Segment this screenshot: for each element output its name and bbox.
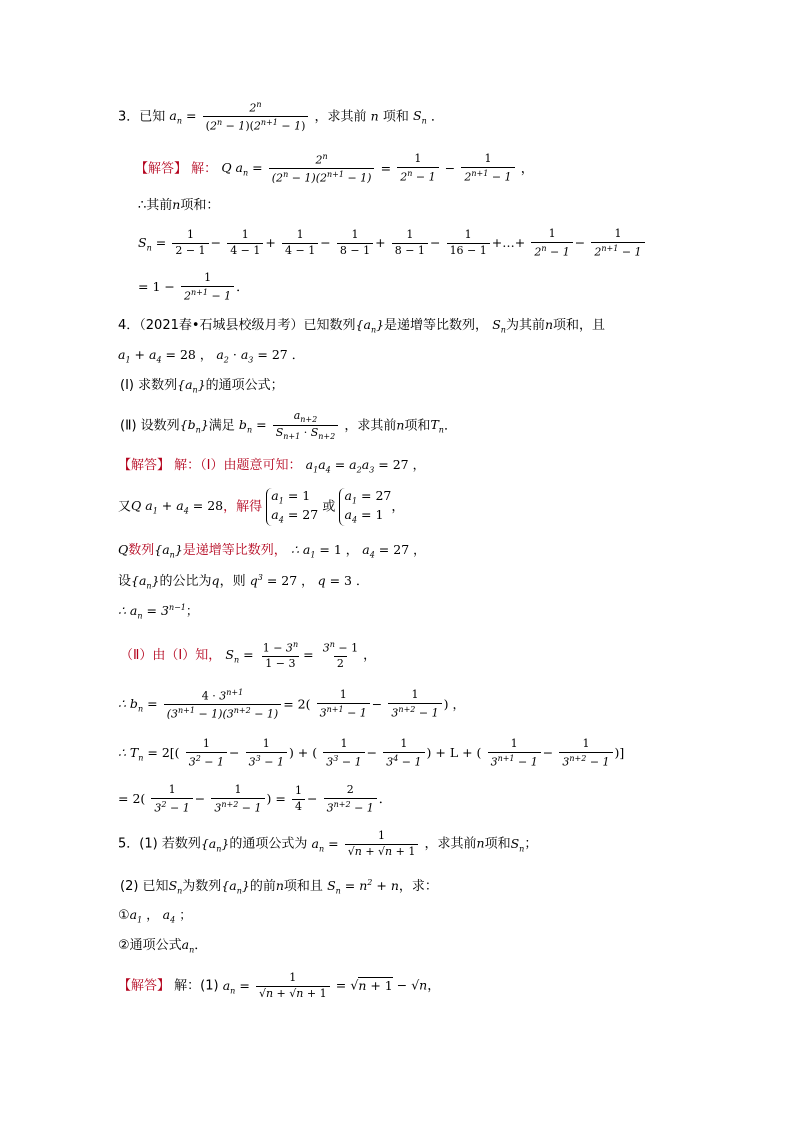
text: ，求：: [398, 879, 438, 895]
text: 解：（Ⅰ）由题意可知：: [174, 458, 302, 473]
problem-4-part-2: (Ⅱ) 设数列$\{b_n\}$满足 $b_n$ = $\frac{a_{n+2}}{S_{n+1} \cdot S_{n+2}}$ ，求其前n项和$T_n$．: [120, 409, 457, 442]
text: ∴其前: [138, 198, 173, 213]
text: 项和且: [283, 879, 323, 895]
text: 项和: [404, 418, 431, 434]
text: ，求其前: [424, 836, 477, 852]
text: ．: [430, 109, 444, 125]
problem-4-answer-line-5: ∴ $a_n = 3^{n-1}$；: [118, 603, 199, 621]
text: 的公比为: [159, 574, 212, 590]
problem-5-question-line-2: (2) 已知$S_n$为数列$\{a_n\}$的前n项和且 $S_n = n^2 + n$，求：: [120, 878, 438, 896]
problem-3-answer-line-1: 【解答】 解： Q $a_n$ = $\frac{2^n}{(2^n - 1)(2^{n+1} - 1)}$ = $\frac{1}{2^n - 1}$ − $\frac{1}{2^{n+1} - 1}$ ，: [135, 152, 534, 185]
problem-4-answer-line-8: ∴ $T_n = 2$[( $\frac{1}{3^2 - 1}$ − $\frac{1}{3^3 - 1}$ ) + ( $\frac{1}{3^3 - 1}$ − $\frac{1}{3^4 - 1}$ ) + L + ( $\frac{1}{3^{n+1} - 1}$ − $\frac{1}{3^{n+2} - 1}$ )]: [118, 737, 625, 769]
text: (2) 已知: [120, 879, 169, 895]
problem-4-answer-line-2: 又Q $a_1 + a_4 = 28$，解得 $a_1 = 1$ $a_4 = 27$ 或 $a_1 = 27$ $a_4 = 1$ ，: [118, 488, 405, 525]
problem-4-answer-line-1: 【解答】 解：（Ⅰ）由题意可知： $a_1a_4 = a_2a_3 = 27$ ，: [118, 457, 426, 475]
problem-3-result: = 1 − $\frac{1}{2^{n+1} - 1}$ ．: [138, 271, 250, 303]
problem-4-question-line-1: 4．（2021春•石城县校级月考）已知数列$\{a_n\}$是递增等比数列， $S_n$为其前n项和，且: [118, 317, 606, 335]
problem-5-question-line-4: ②通项公式$a_n$．: [118, 937, 208, 955]
problem-5-question-line-1: 5．(1) 若数列$\{a_n\}$的通项公式为 $a_n$ = $\frac{1}{√n + √n + 1}$ ，求其前n项和$S_n$；: [118, 829, 538, 858]
problem-5-answer-line-1: 【解答】 解：(1) $a_n$ = $\frac{1}{√n + √n + 1}$ = √n + 1 − √n，: [118, 971, 441, 1000]
text: 或: [322, 499, 336, 515]
text: 的通项公式为: [229, 836, 308, 852]
text: 数列: [128, 543, 155, 558]
problem-3-sum-expansion: $S_n$ = $\frac{1}{2 - 1}$ − $\frac{1}{4 - 1}$ + $\frac{1}{4 - 1}$ − $\frac{1}{8 - 1}$ + $\frac{1}{8 - 1}$ − $\frac{1}{16 - 1}$ +…+ $\frac{1}{2^n - 1}$ − $\frac{1}{2^{n+1} - 1}$: [138, 228, 647, 259]
problem-4-answer-line-3: Q数列$\{a_n\}$是递增等比数列， ∴ $a_1 = 1$ ， $a_4 = 27$ ，: [118, 542, 426, 560]
text: （Ⅱ）由（Ⅰ）知，: [120, 647, 222, 663]
problem-4-question-line-2: $a_1 + a_4 = 28$ ， $a_2 \cdot a_3 = 27$ ．: [118, 347, 305, 365]
text: 解：(1): [174, 978, 219, 994]
text: 解：: [191, 161, 218, 177]
text: 为其前: [505, 318, 545, 333]
answer-tag: 【解答】: [118, 458, 171, 473]
problem-4-answer-line-7: ∴ $b_n$ = $\frac{4 \cdot 3^{n+1}}{(3^{n+1} - 1)(3^{n+2} - 1)}$ = 2( $\frac{1}{3^{n+1} - 1}$ − $\frac{1}{3^{n+2} - 1}$ ) ，: [118, 688, 465, 721]
text: 项和: [382, 109, 409, 125]
text: 是递增等比数列，: [182, 543, 287, 558]
problem-3-question: 3．已知 $a_n$ = $\frac{2^n}{(2^n - 1)(2^{n+1} - 1)}$ ，求其前 n 项和 $S_n$ ．: [118, 100, 444, 133]
text: 又: [118, 499, 132, 515]
text: 项和: [484, 836, 511, 852]
problem-5-question-line-3: $①a_1$ ， $a_4$ ；: [118, 907, 192, 925]
text: 3．已知: [118, 109, 166, 125]
text: 的前: [249, 879, 276, 895]
problem-4-answer-line-9: = 2( $\frac{1}{3^2 - 1}$ − $\frac{1}{3^{n+2} - 1}$ ) = $\frac{1}{4}$ − $\frac{2}{3^{n+2} - 1}$ ．: [118, 783, 392, 815]
text: 5．(1) 若数列: [118, 836, 201, 852]
text: (Ⅱ) 设数列: [120, 418, 180, 434]
formula-fraction: $\frac{2^n}{(2^n - 1)(2^{n+1} - 1)}$: [203, 100, 309, 134]
text: ，则: [219, 574, 246, 590]
answer-tag: 【解答】: [118, 978, 171, 994]
text: 的通项公式；: [205, 378, 284, 393]
text: 为数列: [182, 879, 222, 895]
text: ，解得: [223, 499, 263, 515]
text: (Ⅰ) 求数列: [120, 378, 178, 393]
problem-4-answer-line-6: （Ⅱ）由（Ⅰ）知， $S_n$ = $\frac{1 - 3^n}{1 - 3}$ = $\frac{3^n - 1}{2}$ ，: [120, 640, 377, 671]
text: ①: [118, 908, 130, 923]
answer-tag: 【解答】: [135, 161, 188, 177]
text: ，求其前: [344, 418, 397, 434]
problem-4-answer-line-4: 设$\{a_n\}$的公比为q，则 $q^3 = 27$ ， q = 3 ．: [118, 573, 369, 591]
problem-4-part-1: (Ⅰ) 求数列$\{a_n\}$的通项公式；: [120, 377, 284, 395]
text: 是递增等比数列，: [384, 318, 489, 333]
problem-3-answer-line-2: ∴其前n项和：: [138, 197, 220, 213]
text: 满足: [208, 418, 235, 434]
text: 4．（2021春•石城县校级月考）已知数列: [118, 318, 356, 333]
text: ②通项公式: [118, 938, 182, 953]
text: ，求其前: [314, 109, 367, 125]
text: 设: [118, 574, 132, 590]
text: 项和：: [180, 198, 220, 213]
text: 项和，且: [553, 318, 606, 333]
